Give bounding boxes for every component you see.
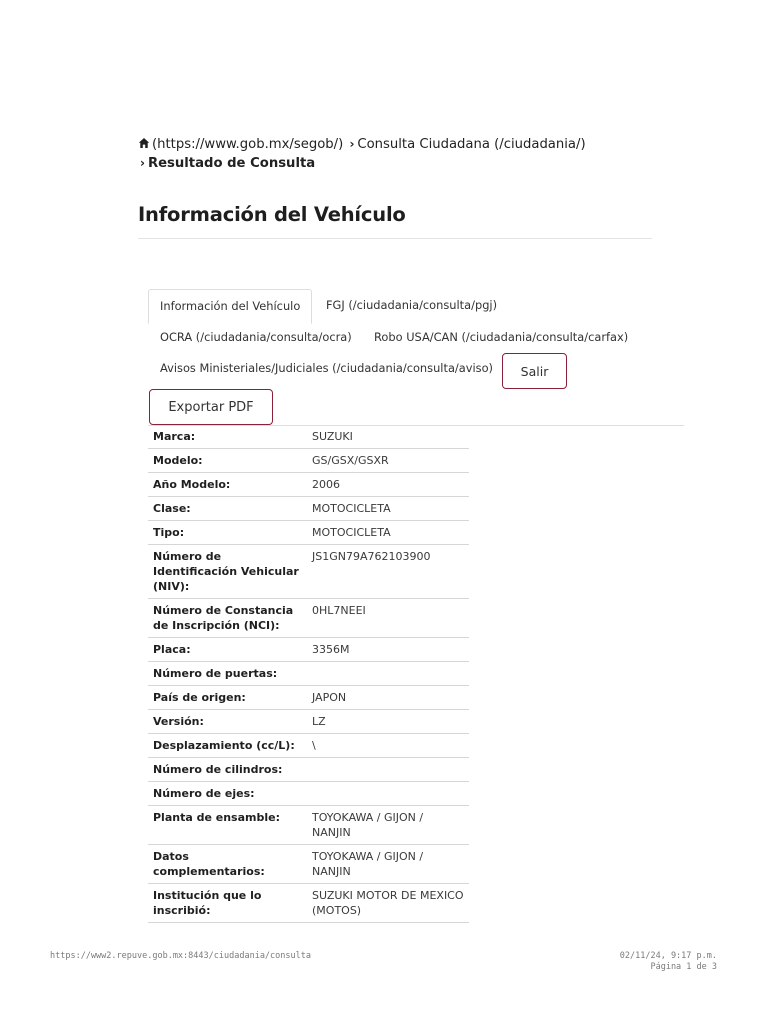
table-row: [148, 686, 469, 710]
footer-url: https://www2.repuve.gob.mx:8443/ciudadania/consulta: [50, 951, 311, 961]
institucion-value: SUZUKI MOTOR DE MEXICO (MOTOS): [305, 884, 469, 923]
table-row: [148, 662, 469, 686]
tab-ocra[interactable]: OCRA (/ciudadania/consulta/ocra): [160, 330, 352, 344]
table-row: [148, 845, 469, 884]
version-label: Versión:: [148, 710, 305, 734]
table-row: [148, 806, 469, 845]
table-row: [148, 521, 469, 545]
footer-page-number: Página 1 de 3: [650, 962, 717, 972]
table-row: [148, 710, 469, 734]
desplazamiento-value: \: [305, 734, 469, 758]
cilindros-value: [305, 758, 469, 782]
modelo-value: GS/GSX/GSXR: [305, 449, 469, 473]
tipo-label: Tipo:: [148, 521, 305, 545]
breadcrumb-ciudadania-link[interactable]: Consulta Ciudadana (/ciudadania/): [357, 137, 586, 152]
tab-informacion-vehiculo[interactable]: Información del Vehículo: [148, 289, 312, 324]
breadcrumb-current: Resultado de Consulta: [147, 156, 316, 171]
pais-origen-label: País de origen:: [148, 686, 305, 710]
chevron-right-icon: ›: [140, 156, 145, 170]
niv-label: Número de Identificación Vehicular (NIV):: [148, 545, 305, 599]
placa-label: Placa:: [148, 638, 305, 662]
salir-button[interactable]: Salir: [502, 353, 567, 389]
table-row: [148, 638, 469, 662]
page-title: Información del Vehículo: [138, 203, 406, 226]
cilindros-label: Número de cilindros:: [148, 758, 305, 782]
home-icon[interactable]: [138, 137, 150, 149]
breadcrumb-line-2: [138, 154, 658, 173]
table-row: [148, 884, 469, 923]
chevron-right-icon: ›: [349, 137, 355, 151]
planta-ensamble-value: TOYOKAWA / GIJON / NANJIN: [305, 806, 469, 845]
anio-modelo-value: 2006: [305, 473, 469, 497]
marca-label: Marca:: [148, 425, 305, 449]
niv-value: JS1GN79A762103900: [305, 545, 469, 599]
tab-fgj[interactable]: FGJ (/ciudadania/consulta/pgj): [326, 298, 498, 312]
table-row: [148, 497, 469, 521]
footer-datetime: 02/11/24, 9:17 p.m.: [619, 951, 717, 961]
desplazamiento-label: Desplazamiento (cc/L):: [148, 734, 305, 758]
pais-origen-value: JAPON: [305, 686, 469, 710]
breadcrumb-line-1: [138, 135, 658, 154]
planta-ensamble-label: Planta de ensamble:: [148, 806, 305, 845]
institucion-label: Institución que lo inscribió:: [148, 884, 305, 923]
table-row: [148, 545, 469, 599]
clase-label: Clase:: [148, 497, 305, 521]
version-value: LZ: [305, 710, 469, 734]
export-pdf-button[interactable]: Exportar PDF: [149, 389, 273, 425]
anio-modelo-label: Año Modelo:: [148, 473, 305, 497]
clase-value: MOTOCICLETA: [305, 497, 469, 521]
datos-complementarios-value: TOYOKAWA / GIJON / NANJIN: [305, 845, 469, 884]
nci-value: 0HL7NEEI: [305, 599, 469, 638]
puertas-label: Número de puertas:: [148, 662, 305, 686]
puertas-value: [305, 662, 469, 686]
datos-complementarios-label: Datos complementarios:: [148, 845, 305, 884]
table-row: [148, 758, 469, 782]
tipo-value: MOTOCICLETA: [305, 521, 469, 545]
title-divider: [138, 238, 652, 239]
table-row: [148, 782, 469, 806]
tab-avisos-ministeriales[interactable]: Avisos Ministeriales/Judiciales (/ciudadania/consulta/aviso): [160, 361, 493, 375]
breadcrumb-home-link[interactable]: (https://www.gob.mx/segob/): [152, 137, 344, 152]
footer-meta: [620, 951, 717, 973]
modelo-label: Modelo:: [148, 449, 305, 473]
table-row: [148, 473, 469, 497]
table-row: [148, 734, 469, 758]
placa-value: 3356M: [305, 638, 469, 662]
vehicle-info-table: [148, 425, 469, 923]
ejes-label: Número de ejes:: [148, 782, 305, 806]
breadcrumb: [138, 135, 658, 173]
table-row: [148, 425, 469, 449]
table-row: [148, 449, 469, 473]
nci-label: Número de Constancia de Inscripción (NCI):: [148, 599, 305, 638]
marca-value: SUZUKI: [305, 425, 469, 449]
tab-robo-usa-can[interactable]: Robo USA/CAN (/ciudadania/consulta/carfax): [374, 330, 629, 344]
table-row: [148, 599, 469, 638]
ejes-value: [305, 782, 469, 806]
